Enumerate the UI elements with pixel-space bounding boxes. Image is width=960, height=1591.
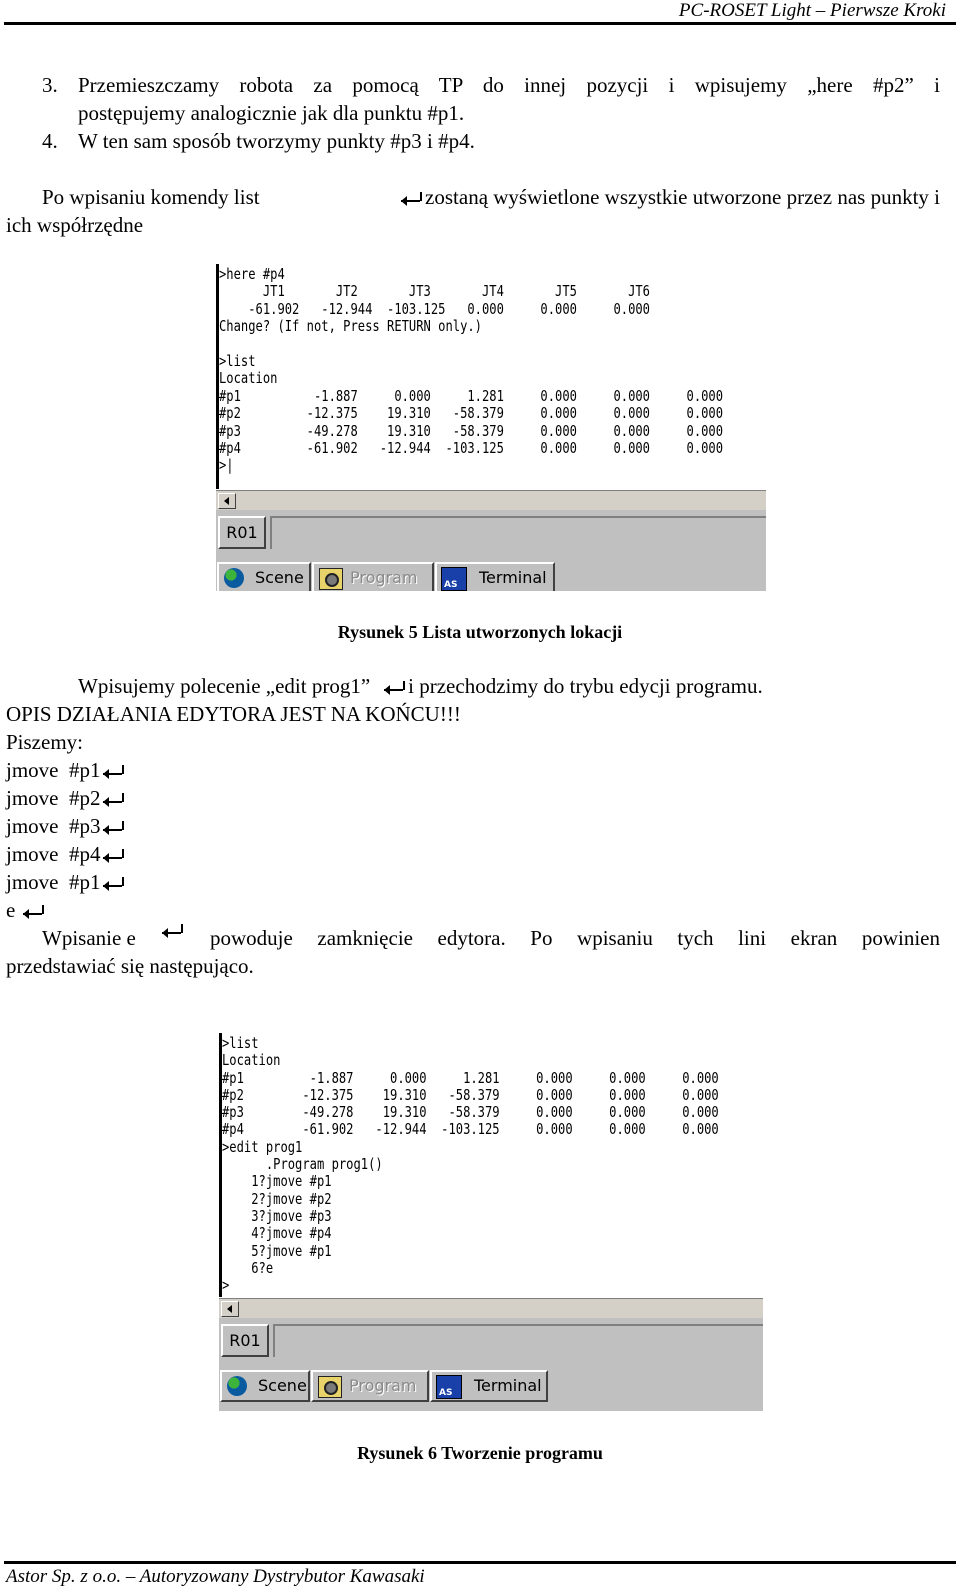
header-rule: [4, 22, 956, 25]
return-key-icon: [103, 849, 125, 863]
terminal-line: 2?jmove #p2: [251, 1190, 332, 1208]
return-key-icon: [103, 821, 125, 835]
code-line-6: e: [6, 896, 47, 924]
footer-rule: [4, 1561, 956, 1564]
figure5-horizontal-scrollbar[interactable]: [216, 490, 766, 510]
figure6-terminal-output: [222, 1035, 719, 1294]
terminal-line: Location: [219, 370, 278, 388]
paragraph-edit-command: [78, 672, 763, 700]
terminal-line: >|: [219, 457, 234, 475]
figure6-tab-bar: [219, 1368, 763, 1411]
write-label: Piszemy:: [6, 730, 83, 754]
return-key-icon: [162, 924, 184, 938]
page-footer-text: Astor Sp. z o.o. – Autoryzowany Dystrybutor Kawasaki: [6, 1566, 425, 1587]
step-3-number: 3.: [42, 73, 58, 97]
terminal-line: >here #p4: [219, 266, 285, 283]
terminal-line: -61.902 -12.944 -103.125 0.000 0.000 0.000: [248, 300, 650, 318]
program-icon: [319, 568, 343, 590]
program-icon: [318, 1376, 342, 1398]
paragraph-close-after: powoduje zamknięcie edytora. Po wpisaniu tych lini ekran powinien: [210, 926, 940, 950]
code-line-5: jmove #p1: [6, 868, 127, 896]
return-key-icon: [103, 877, 125, 891]
terminal-line: .Program prog1(): [265, 1156, 383, 1174]
terminal-line: #p4 -61.902 -12.944 -103.125 0.000 0.000 0.000: [219, 440, 724, 458]
figure6-command-line[interactable]: [273, 1324, 763, 1357]
figure5-terminal-screenshot: [216, 264, 766, 591]
figure6-robot-panel: [219, 1318, 763, 1369]
terminal-line: Change? (If not, Press RETURN only.): [219, 318, 482, 336]
terminal-line: 1?jmove #p1: [251, 1173, 332, 1191]
return-key-icon: [23, 905, 45, 919]
paragraph-list-intro-line2: ich współrzędne: [6, 213, 144, 237]
scroll-left-arrow-icon[interactable]: [221, 1301, 239, 1317]
figure5-tab-terminal[interactable]: AS Terminal: [435, 562, 555, 591]
figure5-terminal-output: [219, 266, 723, 475]
terminal-line: 5?jmove #p1: [251, 1242, 332, 1260]
paragraph-edit-after: i przechodzimy do trybu edycji programu.: [408, 674, 763, 698]
figure6-tab-program[interactable]: Program: [311, 1370, 429, 1402]
step-4-number: 4.: [42, 129, 58, 153]
paragraph-close-line2: przedstawiać się następująco.: [6, 954, 254, 978]
figure6-caption: Rysunek 6 Tworzenie programu: [357, 1443, 603, 1463]
terminal-line: >: [222, 1277, 230, 1295]
figure5-robot-panel: [216, 510, 766, 561]
figure5-tab-program[interactable]: Program: [312, 562, 434, 591]
terminal-line: >list: [219, 353, 256, 371]
paragraph-close-before: Wpisanie e: [42, 926, 136, 950]
paragraph-editor-close: [42, 924, 940, 952]
figure5-tab-scene[interactable]: Scene: [217, 562, 311, 591]
step-4-line1: W ten sam sposób tworzymy punkty #p3 i #p4.: [78, 129, 475, 153]
editor-notice: OPIS DZIAŁANIA EDYTORA JEST NA KOŃCU!!!: [6, 702, 461, 726]
return-key-icon: [384, 681, 406, 695]
page-header-title: PC-ROSET Light – Pierwsze Kroki: [678, 0, 946, 21]
step-3-line2: postępujemy analogicznie jak dla punktu #p1.: [78, 101, 465, 125]
paragraph-list-intro-before: Po wpisaniu komendy list: [42, 185, 260, 209]
code-line-1: jmove #p1: [6, 756, 127, 784]
terminal-icon: [441, 567, 467, 591]
terminal-icon: [436, 1375, 462, 1399]
terminal-line: 3?jmove #p3: [251, 1207, 332, 1225]
code-line-4: jmove #p4: [6, 840, 127, 868]
return-key-icon: [103, 765, 125, 779]
figure6-terminal-screenshot: [219, 1033, 763, 1411]
terminal-line: #p2 -12.375 19.310 -58.379 0.000 0.000 0.000: [219, 405, 724, 423]
code-line-3: jmove #p3: [6, 812, 127, 840]
globe-icon: [224, 568, 244, 588]
terminal-line: #p4 -61.902 -12.944 -103.125 0.000 0.000 0.000: [222, 1121, 719, 1139]
code-line-2: jmove #p2: [6, 784, 127, 812]
paragraph-edit-before: Wpisujemy polecenie „edit prog1”: [78, 674, 371, 698]
terminal-line: #p3 -49.278 19.310 -58.379 0.000 0.000 0.000: [219, 422, 724, 440]
globe-icon: [227, 1376, 247, 1396]
terminal-line: #p1 -1.887 0.000 1.281 0.000 0.000 0.000: [219, 387, 724, 405]
terminal-line: >edit prog1: [222, 1138, 303, 1156]
figure6-tab-scene[interactable]: Scene: [220, 1370, 310, 1402]
terminal-line: #p2 -12.375 19.310 -58.379 0.000 0.000 0.000: [222, 1086, 719, 1104]
terminal-line: >list: [222, 1035, 259, 1052]
paragraph-list-intro-after: zostaną wyświetlone wszystkie utworzone przez nas punkty i: [425, 185, 940, 209]
figure6-tab-terminal[interactable]: AS Terminal: [430, 1370, 548, 1402]
return-key-icon: [103, 793, 125, 807]
terminal-line: 6?e: [251, 1259, 274, 1277]
terminal-line: #p3 -49.278 19.310 -58.379 0.000 0.000 0.000: [222, 1104, 719, 1122]
terminal-line: 4?jmove #p4: [251, 1225, 332, 1243]
scroll-left-arrow-icon[interactable]: [218, 493, 236, 509]
terminal-line: #p1 -1.887 0.000 1.281 0.000 0.000 0.000: [222, 1069, 719, 1087]
figure5-robot-button[interactable]: R01: [218, 516, 266, 549]
figure5-caption: Rysunek 5 Lista utworzonych lokacji: [337, 622, 623, 642]
return-key-icon: [401, 192, 423, 206]
terminal-line: Location: [222, 1052, 281, 1070]
figure6-horizontal-scrollbar[interactable]: [219, 1298, 763, 1318]
figure5-tab-bar: [216, 560, 766, 591]
paragraph-list-intro: [42, 183, 940, 211]
figure6-robot-button[interactable]: R01: [221, 1324, 269, 1357]
step-3-line1: Przemieszczamy robota za pomocą TP do innej pozycji i wpisujemy „here #p2” i: [78, 73, 940, 97]
figure5-command-line[interactable]: [270, 516, 766, 549]
terminal-line: JT1 JT2 JT3 JT4 JT5 JT6: [262, 283, 650, 301]
